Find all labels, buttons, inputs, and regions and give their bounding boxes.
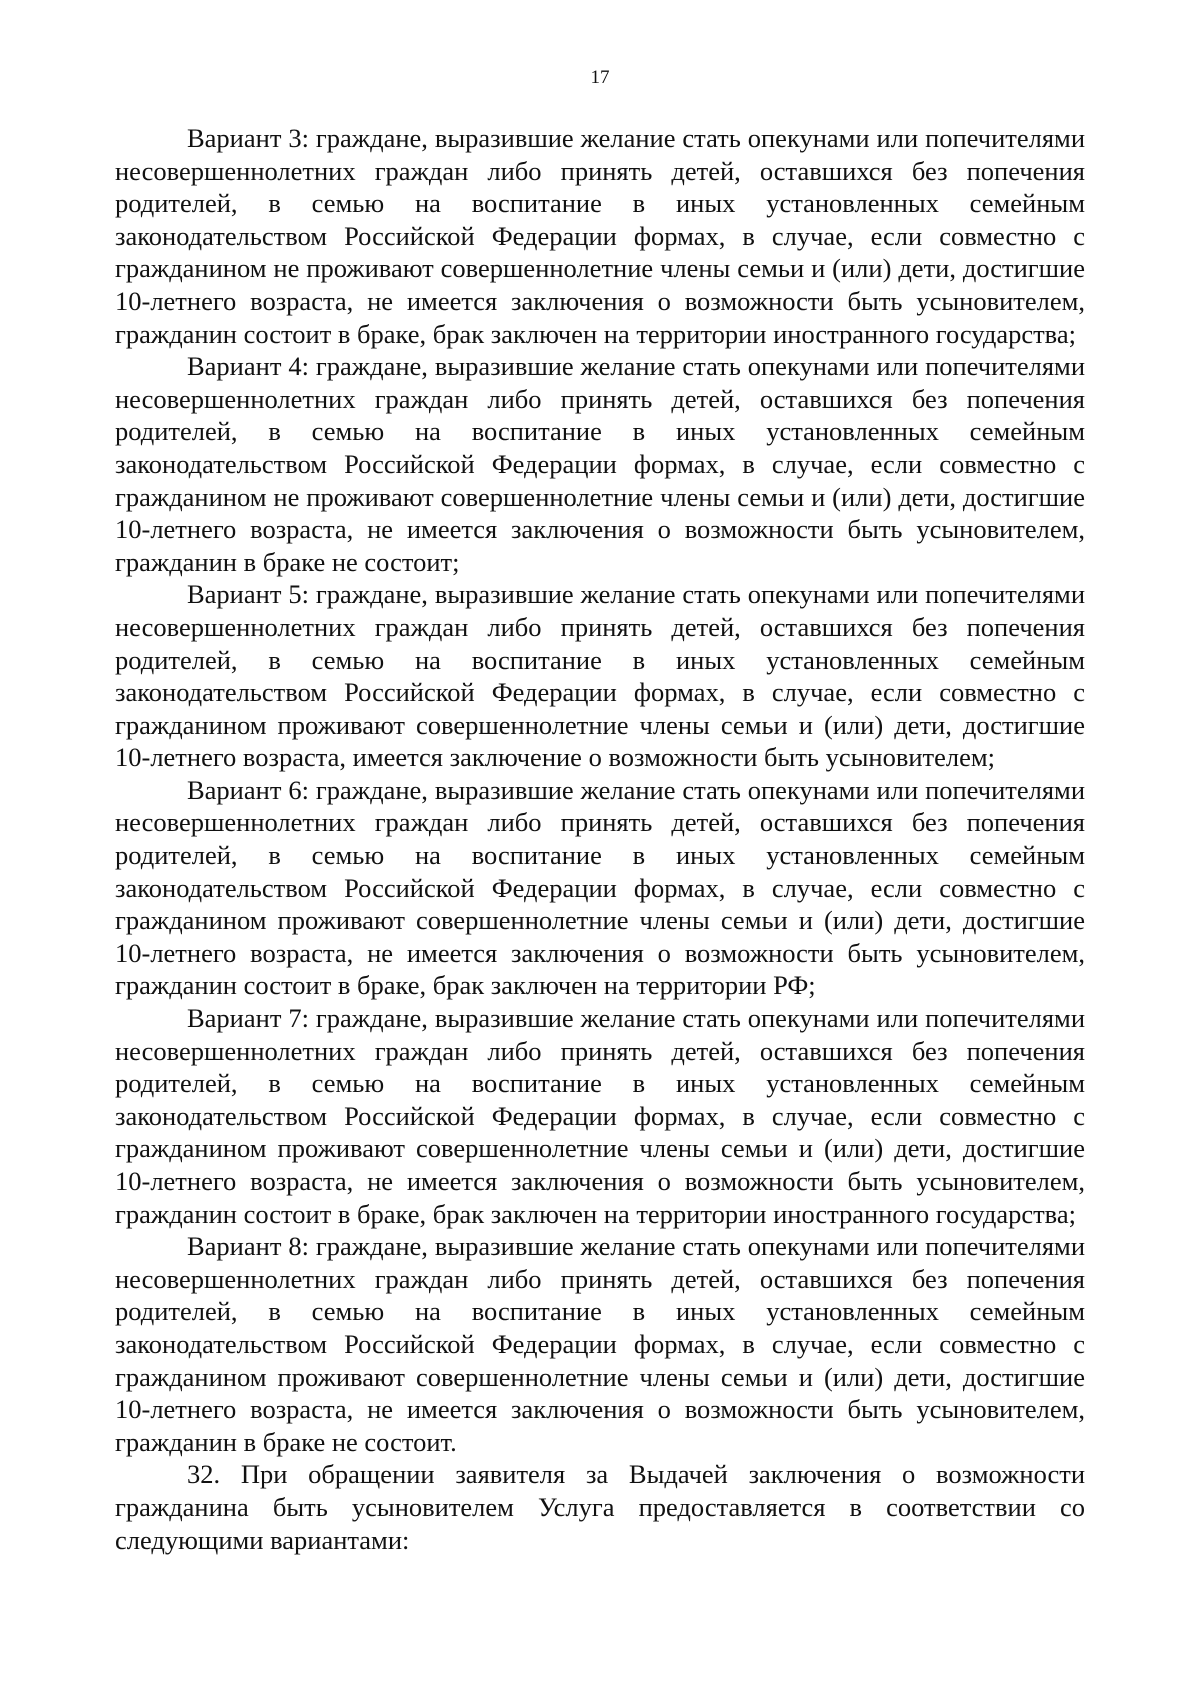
paragraph-variant-7: Вариант 7: граждане, выразившие желание стать опекунами или попечителями несовершеннолетних граждан либо принять детей, оставшихся без попечения родителей, в семью на воспитание в иных установленных семейным законодательством Российской Федерации формах, в случае, если совместно с гражданином проживают совершеннолетние члены семьи и (или) дети, достигшие 10-летнего возраста, не имеется заключения о возможности быть усыновителем, гражданин состоит в браке, брак заключен на территории иностранного государства; (115, 1003, 1085, 1229)
document-body (115, 122, 1085, 1556)
page-number: 17 (590, 67, 610, 88)
paragraph-variant-3: Вариант 3: граждане, выразившие желание стать опекунами или попечителями несовершеннолетних граждан либо принять детей, оставшихся без попечения родителей, в семью на воспитание в иных установленных семейным законодательством Российской Федерации формах, в случае, если совместно с гражданином не проживают совершеннолетние члены семьи и (или) дети, достигшие 10-летнего возраста, не имеется заключения о возможности быть усыновителем, гражданин состоит в браке, брак заключен на территории иностранного государства; (115, 123, 1085, 349)
paragraph-item-32: 32. При обращении заявителя за Выдачей заключения о возможности гражданина быть усыновителем Услуга предоставляется в соответствии со следующими вариантами: (115, 1459, 1085, 1555)
paragraph-variant-6: Вариант 6: граждане, выразившие желание стать опекунами или попечителями несовершеннолетних граждан либо принять детей, оставшихся без попечения родителей, в семью на воспитание в иных установленных семейным законодательством Российской Федерации формах, в случае, если совместно с гражданином проживают совершеннолетние члены семьи и (или) дети, достигшие 10-летнего возраста, не имеется заключения о возможности быть усыновителем, гражданин состоит в браке, брак заключен на территории РФ; (115, 774, 1085, 1001)
paragraph-variant-4: Вариант 4: граждане, выразившие желание стать опекунами или попечителями несовершеннолетних граждан либо принять детей, оставшихся без попечения родителей, в семью на воспитание в иных установленных семейным законодательством Российской Федерации формах, в случае, если совместно с гражданином не проживают совершеннолетние члены семьи и (или) дети, достигшие 10-летнего возраста, не имеется заключения о возможности быть усыновителем, гражданин в браке не состоит; (115, 351, 1085, 577)
paragraph-variant-8: Вариант 8: граждане, выразившие желание стать опекунами или попечителями несовершеннолетних граждан либо принять детей, оставшихся без попечения родителей, в семью на воспитание в иных установленных семейным законодательством Российской Федерации формах, в случае, если совместно с гражданином проживают совершеннолетние члены семьи и (или) дети, достигшие 10-летнего возраста, не имеется заключения о возможности быть усыновителем, гражданин в браке не состоит. (115, 1231, 1085, 1457)
paragraph-variant-5: Вариант 5: граждане, выразившие желание стать опекунами или попечителями несовершеннолетних граждан либо принять детей, оставшихся без попечения родителей, в семью на воспитание в иных установленных семейным законодательством Российской Федерации формах, в случае, если совместно с гражданином проживают совершеннолетние члены семьи и (или) дети, достигшие 10-летнего возраста, имеется заключение о возможности быть усыновителем; (115, 579, 1085, 773)
